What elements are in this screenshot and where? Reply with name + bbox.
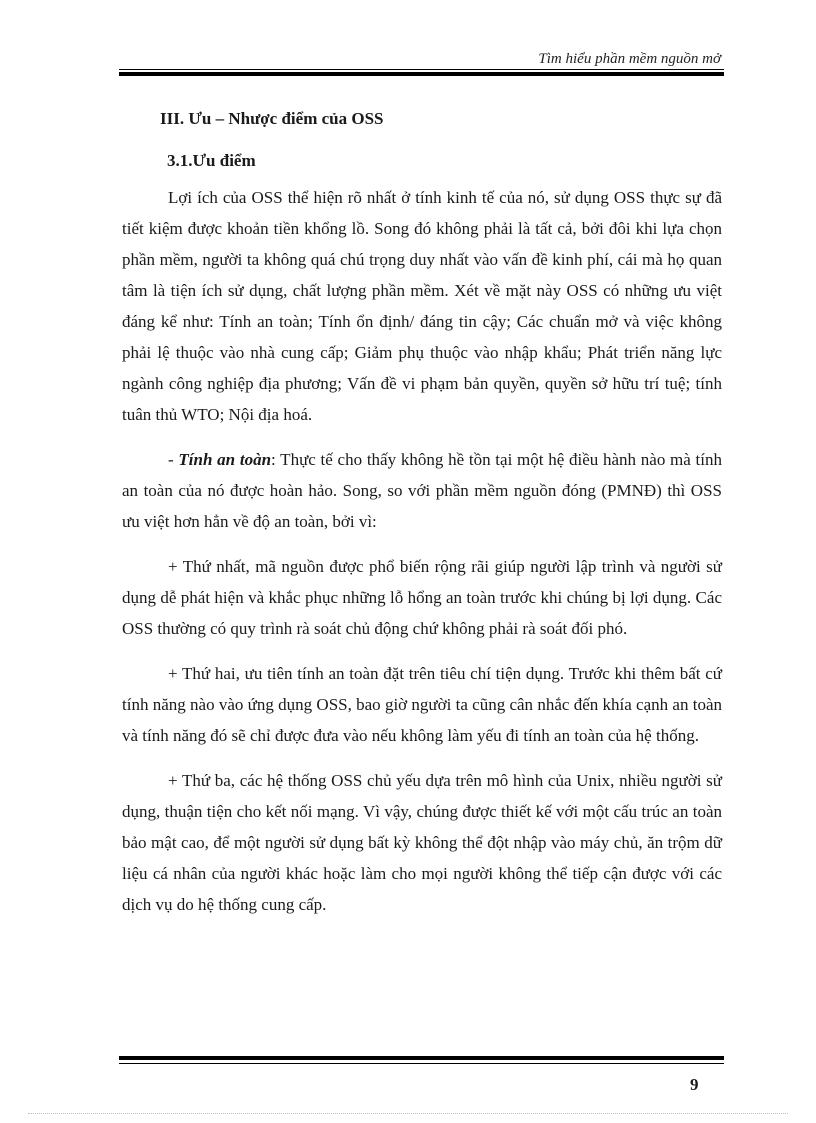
footer-rule-thick bbox=[119, 1056, 724, 1060]
security-prefix: - bbox=[168, 450, 179, 469]
security-paragraph bbox=[122, 444, 722, 537]
header-rule-thick bbox=[119, 72, 724, 76]
point-three-paragraph: + Thứ ba, các hệ thống OSS chủ yếu dựa trên mô hình của Unix, nhiều người sử dụng, thuận tiện cho kết nối mạng. Vì vậy, chúng được thiết kế với một cấu trúc an toàn bảo mật cao, để một người sử dụng bất kỳ không thể đột nhập vào máy chủ, ăn trộm dữ liệu cá nhân của người khác hoặc làm cho mọi người không thể tiếp cận được với các dịch vụ do hệ thống cung cấp. bbox=[122, 771, 722, 914]
subsection-heading: 3.1.Ưu điểm bbox=[167, 151, 256, 170]
section-heading: III. Ưu – Nhược điểm của OSS bbox=[160, 109, 384, 128]
point-one-paragraph: + Thứ nhất, mã nguồn được phổ biến rộng rãi giúp người lập trình và người sử dụng dễ phát hiện và khắc phục những lỗ hổng an toàn trước khi chúng bị lợi dụng. Các OSS thường có quy trình rà soát chủ động chứ không phải rà soát đối phó. bbox=[122, 557, 722, 638]
header-rule-thin bbox=[119, 69, 724, 70]
security-body: : Thực tế cho thấy không hề tồn tại một hệ điều hành nào mà tính an toàn của nó được hoàn hảo. Song, so với phần mềm nguồn đóng (PMNĐ) thì OSS ưu việt hơn hẳn về độ an toàn, bởi vì: bbox=[122, 450, 723, 531]
bottom-dotted-border bbox=[28, 1113, 788, 1114]
page-body bbox=[122, 100, 722, 920]
page-number: 9 bbox=[690, 1075, 699, 1094]
running-header: Tìm hiểu phần mềm nguồn mở bbox=[538, 51, 721, 67]
security-term: Tính an toàn bbox=[178, 450, 272, 469]
footer-rule-thin bbox=[119, 1063, 724, 1064]
intro-paragraph: Lợi ích của OSS thể hiện rõ nhất ở tính kinh tế của nó, sử dụng OSS thực sự đã tiết kiệm được khoản tiền khổng lồ. Song đó không phải là tất cả, bởi đôi khi lựa chọn phần mềm, người ta không quá chú trọng duy nhất vào vấn đề kinh phí, cái mà họ quan tâm là tiện ích sử dụng, chất lượng phần mềm. Xét về mặt này OSS có những ưu việt đáng kể như: Tính an toàn; Tính ổn định/ đáng tin cậy; Các chuẩn mở và việc không phải lệ thuộc vào nhà cung cấp; Giảm phụ thuộc vào nhập khẩu; Phát triển năng lực ngành công nghiệp địa phương; Vấn đề vi phạm bản quyền, quyền sở hữu trí tuệ; tính tuân thủ WTO; Nội địa hoá. bbox=[122, 188, 722, 424]
point-two-paragraph: + Thứ hai, ưu tiên tính an toàn đặt trên tiêu chí tiện dụng. Trước khi thêm bất cứ tính năng nào vào ứng dụng OSS, bao giờ người ta cũng cân nhắc đến khía cạnh an toàn và tính năng đó sẽ chỉ được đưa vào nếu không làm yếu đi tính an toàn của hệ thống. bbox=[122, 664, 722, 745]
